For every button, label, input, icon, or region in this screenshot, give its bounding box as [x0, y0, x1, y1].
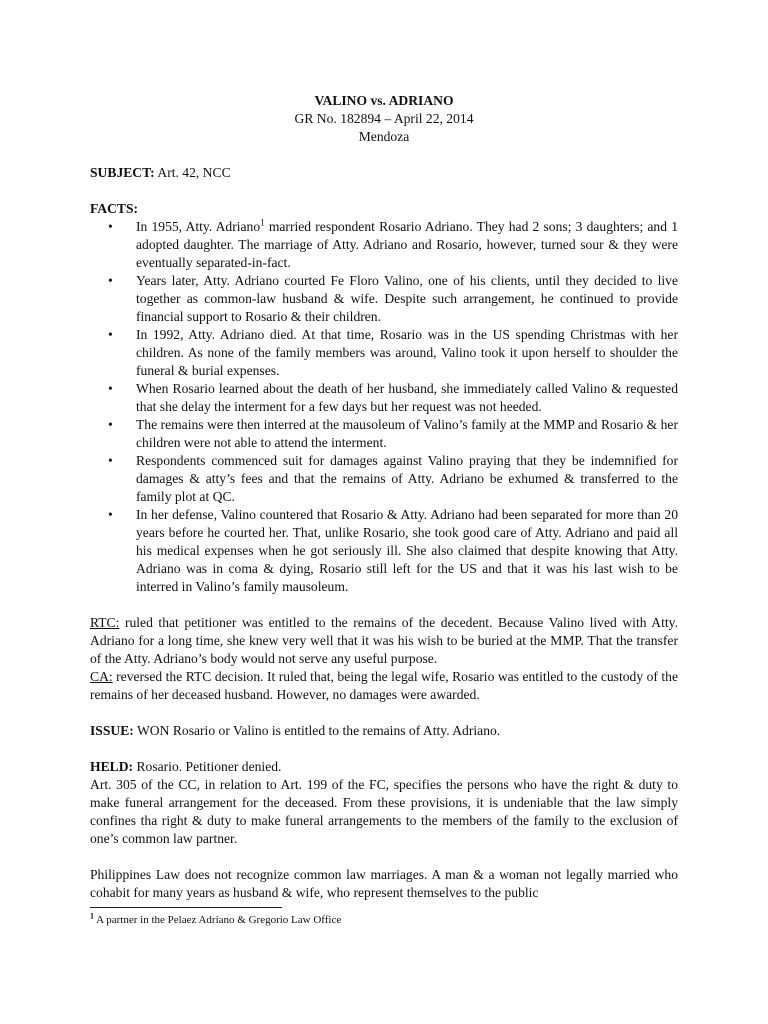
case-title: VALINO vs. ADRIANO	[314, 93, 454, 108]
bullet-icon: •	[108, 417, 113, 432]
held-label: HELD:	[90, 759, 134, 774]
list-item: • Respondents commenced suit for damages against Valino praying that they be indemnified for damages & atty’s fees and that the remains of Atty. Adriano be exhumed & transferred to the family plot at QC.	[108, 453, 678, 504]
bullet-icon: •	[108, 327, 113, 342]
facts-heading: FACTS:	[90, 201, 139, 216]
ca-label: CA:	[90, 669, 113, 684]
subject-text: Art. 42, NCC	[157, 165, 231, 180]
ponente: Mendoza	[358, 129, 410, 144]
bullet-icon: •	[108, 453, 113, 468]
footnote-number: 1	[90, 911, 94, 921]
ca-ruling: CA: reversed the RTC decision. It ruled that, being the legal wife, Rosario was entitled to the custody of the remains of her deceased husband. However, no damages were awarded.	[90, 669, 678, 702]
footnote	[90, 913, 341, 927]
list-item: • In 1992, Atty. Adriano died. At that time, Rosario was in the US spending Christmas with her children. As none of the family members was around, Valino took it upon herself to shoulder the funeral & burial expenses.	[108, 327, 678, 378]
subject-label: SUBJECT:	[90, 165, 155, 180]
held-line: HELD: Rosario. Petitioner denied.	[90, 759, 282, 774]
list-item: • When Rosario learned about the death of her husband, she immediately called Valino & requested that she delay the interment for a few days but her request was not heeded.	[108, 381, 678, 414]
issue-line: ISSUE: WON Rosario or Valino is entitled to the remains of Atty. Adriano.	[90, 723, 501, 738]
document-page	[90, 92, 678, 902]
footnote-ref[interactable]: 1	[260, 217, 265, 228]
case-citation: GR No. 182894 – April 22, 2014	[294, 111, 474, 126]
footnote-text: A partner in the Pelaez Adriano & Gregorio Law Office	[96, 914, 342, 926]
bullet-icon: •	[108, 507, 113, 522]
issue-label: ISSUE:	[90, 723, 134, 738]
closing-paragraph: Philippines Law does not recognize common law marriages. A man & a woman not legally married who cohabit for many years as husband & wife, who represent themselves to the public	[90, 867, 678, 900]
held-paragraph: Art. 305 of the CC, in relation to Art. 199 of the FC, specifies the persons who have the right & duty to make funeral arrangement for the deceased. From these provisions, it is undeniable that the law simply confines tha right & duty to make funeral arrangements to the members of the family to the exclusion of one’s common law partner.	[90, 777, 678, 846]
facts-list	[90, 218, 678, 596]
list-item: • In her defense, Valino countered that Rosario & Atty. Adriano had been separated for more than 20 years before he courted her. That, unlike Rosario, she took good care of Atty. Adriano and paid all his medical expenses when he got seriously ill. She also claimed that despite knowing that Atty. Adriano was in coma & dying, Rosario still left for the US and that it was his last wish to be interred in Valino’s family mausoleum.	[108, 507, 678, 594]
list-item: • In 1955, Atty. Adriano$^1$ married respondent Rosario Adriano. They had 2 sons; 3 daughters; and 1 adopted daughter. The marriage of Atty. Adriano and Rosario, however, turned sour & they were eventually separated-in-fact.	[108, 217, 678, 270]
footnote-divider	[90, 907, 282, 908]
bullet-icon: •	[108, 381, 113, 396]
subject-line	[90, 164, 678, 182]
bullet-icon: •	[108, 273, 113, 288]
bullet-icon: •	[108, 219, 113, 234]
list-item: • The remains were then interred at the mausoleum of Valino’s family at the MMP and Rosario & her children were not able to attend the interment.	[108, 417, 678, 450]
rtc-label: RTC:	[90, 615, 120, 630]
rtc-ruling: RTC: ruled that petitioner was entitled to the remains of the decedent. Because Valino lived with Atty. Adriano for a long time, she knew very well that it was his wish to be buried at the MMP. That the transfer of the Atty. Adriano’s body would not serve any useful purpose.	[90, 615, 678, 666]
list-item: • Years later, Atty. Adriano courted Fe Floro Valino, one of his clients, until they decided to live together as common-law husband & wife. Despite such arrangement, he continued to provide financial support to Rosario & their children.	[108, 273, 678, 324]
